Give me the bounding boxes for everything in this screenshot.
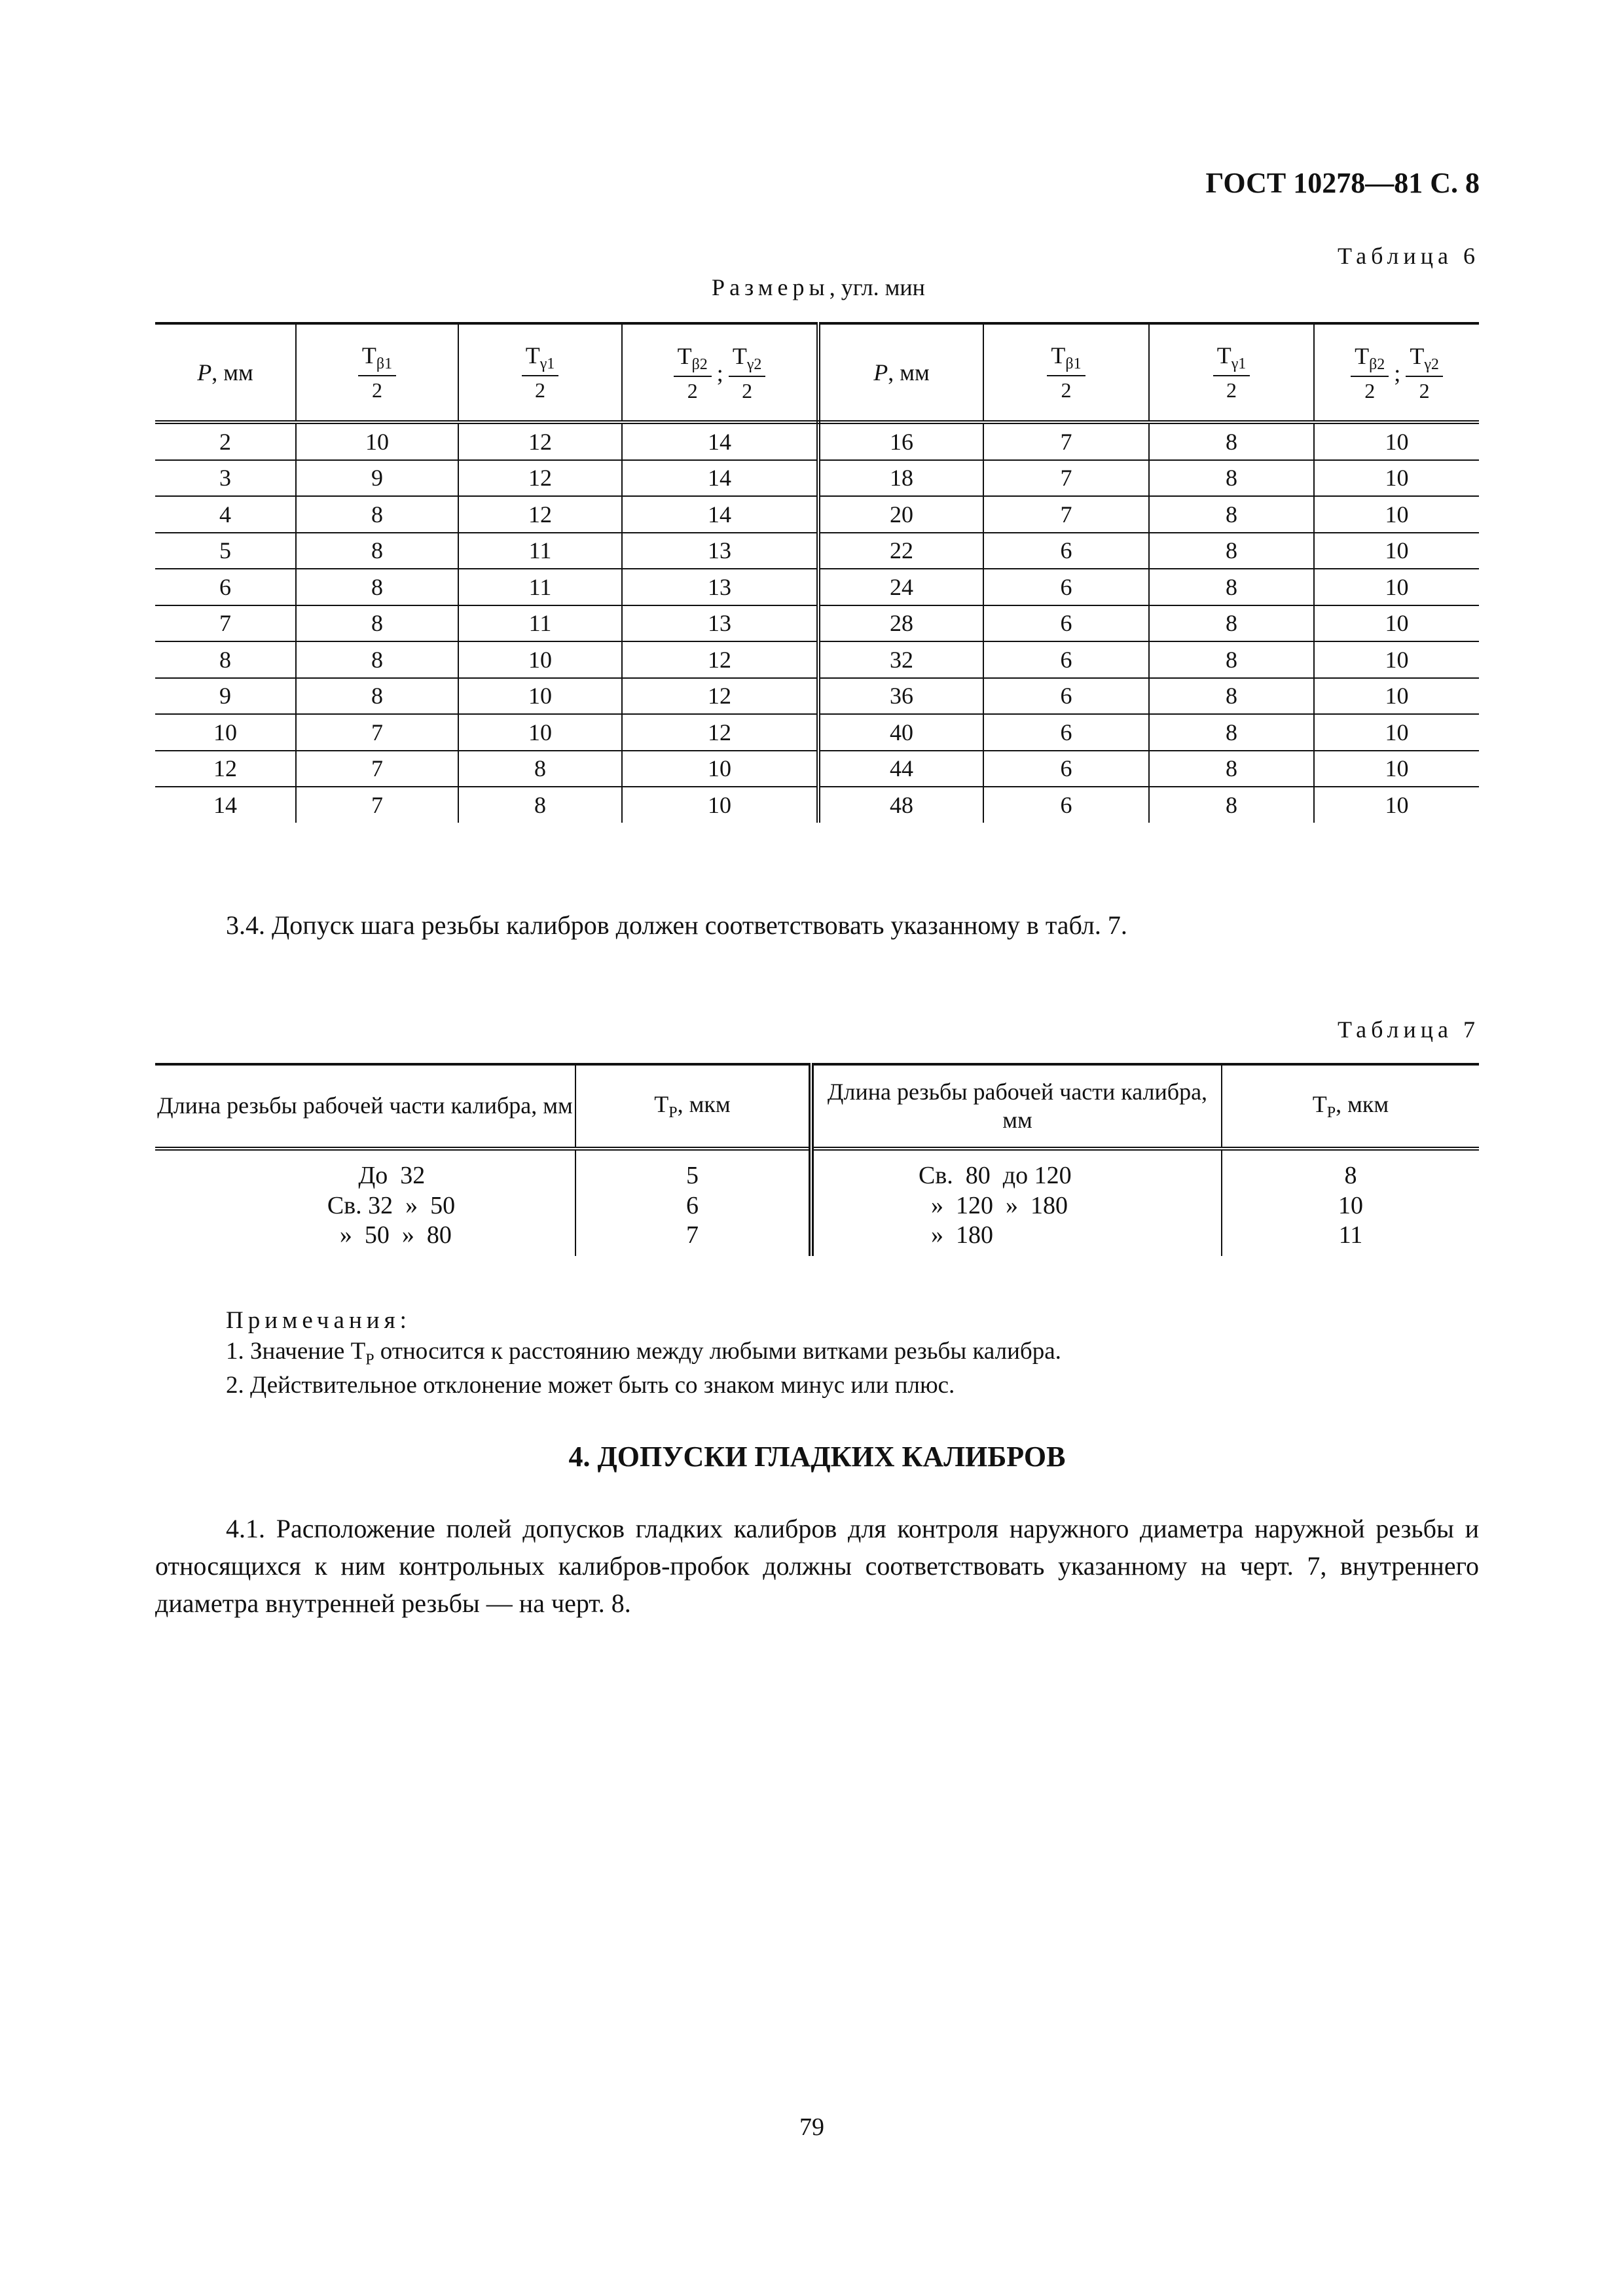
table-cell: 10 (296, 422, 458, 460)
table-cell: 10 (458, 714, 622, 751)
paragraph-3-4: 3.4. Допуск шага резьбы калибров должен соответствовать указанному в табл. 7. (226, 910, 1127, 940)
table-cell: 6 (155, 569, 296, 605)
table-cell: 14 (622, 460, 818, 497)
table-cell: 6 (983, 678, 1149, 715)
table-cell: 10 (155, 714, 296, 751)
table-cell: 24 (818, 569, 983, 605)
table-row (155, 787, 1479, 823)
table-cell: 6 (983, 533, 1149, 569)
table-cell: 8 (155, 641, 296, 678)
note-2: 2. Действительное отклонение может быть со знаком минус или плюс. (226, 1372, 955, 1399)
table-cell: 7 (983, 460, 1149, 497)
table-cell: 8 (1149, 641, 1314, 678)
table-cell: 13 (622, 605, 818, 642)
table-row (155, 678, 1479, 715)
table-cell: 13 (622, 533, 818, 569)
table-cell: 5 (155, 533, 296, 569)
table-cell: 10 (1314, 605, 1479, 642)
table-cell: 8 (458, 751, 622, 787)
table-6-label: Таблица 6 (1338, 243, 1480, 269)
table-cell: 10 (1314, 751, 1479, 787)
table-cell: 10 (458, 641, 622, 678)
length-item: » 120 » 180 (919, 1191, 1068, 1219)
table-cell: 8 (296, 569, 458, 605)
tp-value: 5 (686, 1162, 699, 1189)
table-cell: 10 (1314, 422, 1479, 460)
table-6-body (155, 422, 1479, 823)
table-cell: 13 (622, 569, 818, 605)
table-cell: 16 (818, 422, 983, 460)
table-cell: 12 (155, 751, 296, 787)
table-cell: 8 (296, 533, 458, 569)
table-6-header-row (155, 323, 1479, 422)
table-cell: 14 (155, 787, 296, 823)
table-cell: 10 (1314, 714, 1479, 751)
header-t-gamma1-half-2: $\frac{T_{\gamma 1}}{2}$ (1149, 323, 1314, 422)
table-cell: 11 (458, 605, 622, 642)
table-cell: 12 (458, 496, 622, 533)
table-cell: 8 (458, 787, 622, 823)
tp-value: 11 (1338, 1221, 1363, 1249)
table-7-header-row (155, 1064, 1479, 1149)
table-cell: 10 (458, 678, 622, 715)
table-cell: 36 (818, 678, 983, 715)
table-7-right-lengths (811, 1149, 1222, 1256)
table-cell: 14 (622, 496, 818, 533)
table-7-label: Таблица 7 (1338, 1016, 1480, 1043)
table-cell: 8 (1149, 569, 1314, 605)
table-7-right-values (1222, 1149, 1479, 1256)
table-row (155, 496, 1479, 533)
table-cell: 10 (1314, 569, 1479, 605)
section-4-heading: 4. ДОПУСКИ ГЛАДКИХ КАЛИБРОВ (568, 1441, 1066, 1473)
table-cell: 10 (1314, 641, 1479, 678)
length-item: Св. 32 » 50 (327, 1191, 456, 1219)
table-cell: 8 (1149, 533, 1314, 569)
table-cell: 6 (983, 605, 1149, 642)
table-cell: 20 (818, 496, 983, 533)
table-cell: 12 (622, 641, 818, 678)
header-pitch: P, мм (155, 323, 296, 422)
header-thread-length-2: Длина резьбы рабочей части калибра, мм (811, 1064, 1222, 1149)
notes-block (226, 1305, 1470, 1401)
table-row (155, 569, 1479, 605)
table-cell: 10 (1314, 678, 1479, 715)
table-cell: 12 (622, 714, 818, 751)
notes-title: Примечания: (226, 1307, 411, 1334)
tp-value: 6 (686, 1191, 699, 1219)
table-cell: 7 (296, 787, 458, 823)
table-row (155, 641, 1479, 678)
document-header: ГОСТ 10278—81 С. 8 (1205, 167, 1480, 199)
table-cell: 40 (818, 714, 983, 751)
table-cell: 6 (983, 569, 1149, 605)
table-cell: 22 (818, 533, 983, 569)
table-cell: 8 (296, 678, 458, 715)
table-row (155, 533, 1479, 569)
note-1: 1. Значение $T_P$ относится к расстоянию между любыми витками резьбы калибра. (226, 1338, 1061, 1369)
table-cell: 8 (1149, 787, 1314, 823)
table-7 (155, 1063, 1479, 1256)
paragraph-4-1: 4.1. Расположение полей допусков гладких калибров для контроля наружного диаметра наружной резьбы и относящихся к ним контрольных калибров-пробок должны соответствовать указанному на черт. 7, внутреннего диаметра внутренней резьбы — на черт. 8. (155, 1514, 1479, 1618)
tp-value: 8 (1344, 1162, 1357, 1189)
header-pitch-2: P, мм (818, 323, 983, 422)
table-cell: 10 (1314, 496, 1479, 533)
table-cell: 10 (622, 751, 818, 787)
header-t-beta2-gamma2-half: $\frac{T_{\beta 2}}{2}$ ; $\frac{T_{\gamma 2}}{2}$ (622, 323, 818, 422)
table-cell: 6 (983, 641, 1149, 678)
table-6-subtitle (589, 274, 1048, 301)
table-row (155, 714, 1479, 751)
table-cell: 12 (458, 460, 622, 497)
table-row (155, 605, 1479, 642)
table-cell: 9 (155, 678, 296, 715)
length-item: Св. 80 до 120 (919, 1162, 1072, 1189)
length-item: До 32 (327, 1162, 426, 1189)
table-cell: 8 (296, 496, 458, 533)
table-cell: 12 (622, 678, 818, 715)
table-cell: 8 (1149, 422, 1314, 460)
table-cell: 10 (622, 787, 818, 823)
table-cell: 7 (296, 751, 458, 787)
table-cell: 8 (1149, 460, 1314, 497)
tp-value: 10 (1338, 1191, 1363, 1219)
table-cell: 32 (818, 641, 983, 678)
header-tp: $T_P$, мкм (575, 1064, 811, 1149)
table-cell: 10 (1385, 791, 1409, 818)
page-number: 79 (799, 2113, 824, 2141)
table-cell: 11 (458, 533, 622, 569)
table-cell: 11 (458, 569, 622, 605)
table-cell: 6 (983, 787, 1149, 823)
table-cell: 8 (1149, 496, 1314, 533)
table-7-data-row (155, 1149, 1479, 1256)
table-cell: 44 (818, 751, 983, 787)
table-cell: 7 (296, 714, 458, 751)
length-item: » 180 (919, 1221, 993, 1249)
table-cell: 9 (296, 460, 458, 497)
table-cell: 4 (155, 496, 296, 533)
table-cell: 7 (155, 605, 296, 642)
table-cell: 8 (296, 641, 458, 678)
table-cell: 10 (1314, 533, 1479, 569)
table-row (155, 751, 1479, 787)
length-item: » 50 » 80 (327, 1221, 452, 1249)
table-cell: 8 (1149, 678, 1314, 715)
table-cell: 2 (155, 422, 296, 460)
table-cell: 8 (296, 605, 458, 642)
header-t-beta1-half: $\frac{T_{\beta 1}}{2}$ (296, 323, 458, 422)
table-cell: 7 (983, 496, 1149, 533)
header-t-beta2-gamma2-half-2: $\frac{T_{\beta 2}}{2}$ ; $\frac{T_{\gamma 2}}{2}$ (1314, 323, 1479, 422)
header-t-beta1-half-2: $\frac{T_{\beta 1}}{2}$ (983, 323, 1149, 422)
table-cell: 6 (983, 751, 1149, 787)
table-7-left-values (575, 1149, 811, 1256)
header-tp-2: $T_P$, мкм (1222, 1064, 1479, 1149)
header-thread-length: Длина резьбы рабочей части калибра, мм (155, 1064, 575, 1149)
table-7-left-lengths (155, 1149, 575, 1256)
table-cell: 8 (1149, 714, 1314, 751)
table-row (155, 460, 1479, 497)
tp-value: 7 (686, 1221, 699, 1249)
table-cell: 28 (818, 605, 983, 642)
table-cell: 6 (983, 714, 1149, 751)
table-cell: 7 (983, 422, 1149, 460)
table-6 (155, 322, 1479, 823)
table-cell: 8 (1149, 605, 1314, 642)
table-cell: 18 (818, 460, 983, 497)
table-row (155, 422, 1479, 460)
table-cell: 10 (1314, 460, 1479, 497)
table-6-subtitle-spaced: Размеры (712, 274, 830, 300)
table-cell: 48 (818, 787, 983, 823)
table-cell: 8 (1149, 751, 1314, 787)
header-t-gamma1-half: $\frac{T_{\gamma 1}}{2}$ (458, 323, 622, 422)
table-cell: 3 (155, 460, 296, 497)
table-cell: 12 (458, 422, 622, 460)
table-6-subtitle-unit: , угл. мин (829, 274, 925, 300)
table-cell: 14 (622, 422, 818, 460)
